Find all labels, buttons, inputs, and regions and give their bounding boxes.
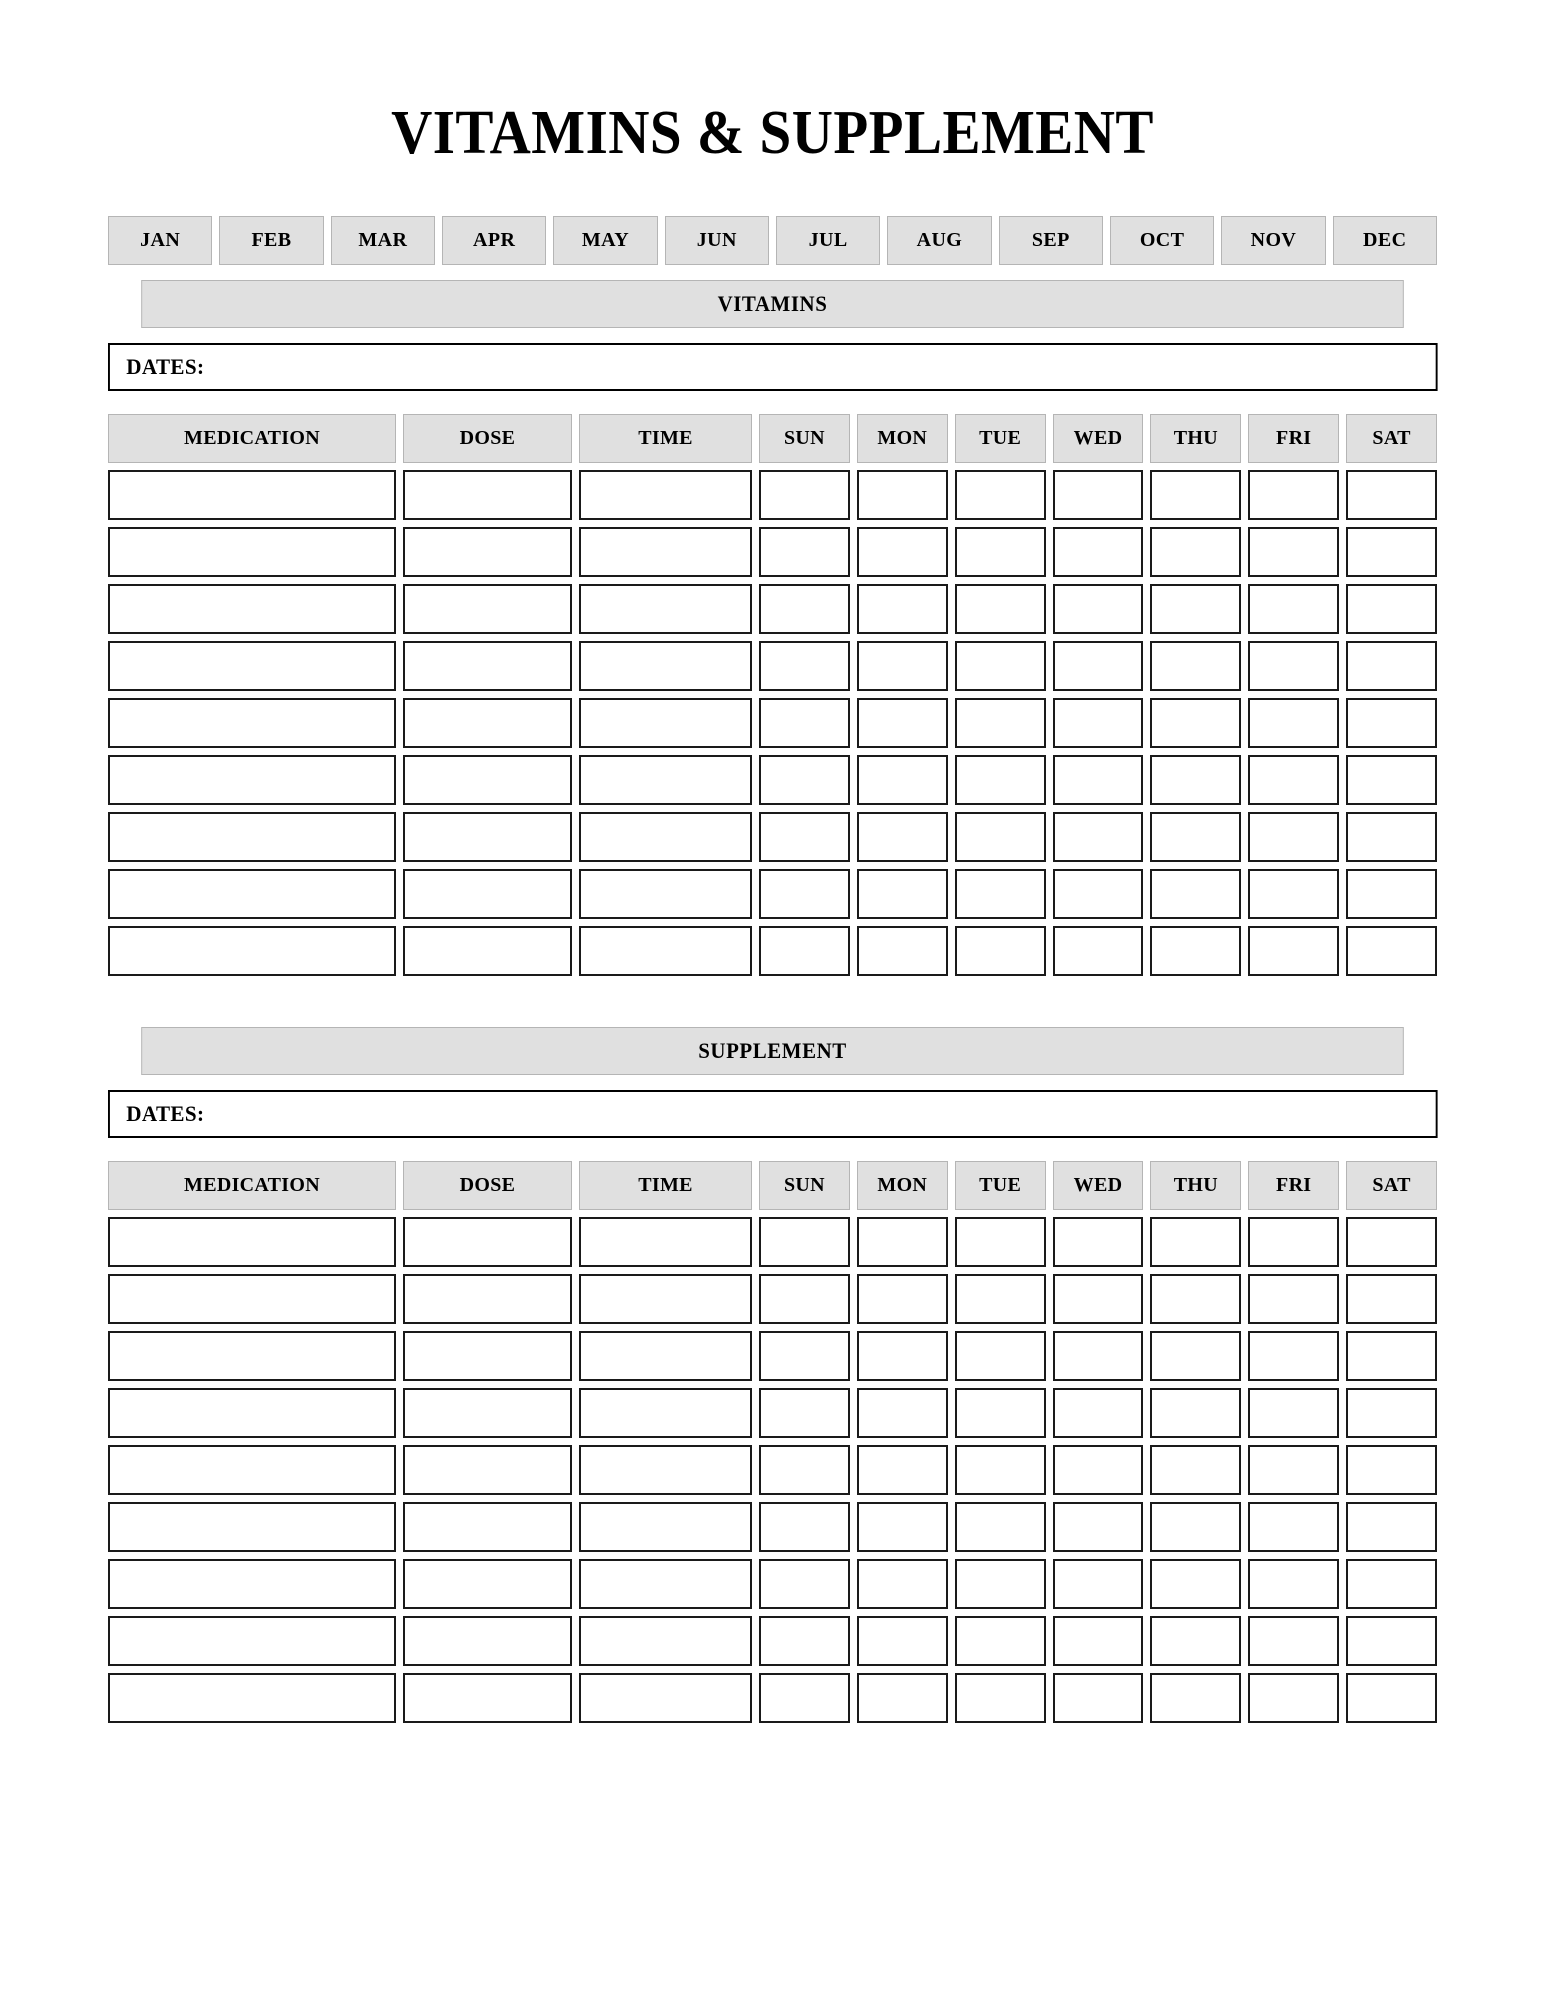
cell-day-thu[interactable] [1150, 812, 1241, 862]
cell-day-sat[interactable] [1346, 1673, 1437, 1723]
cell-day-fri[interactable] [1248, 1502, 1339, 1552]
cell-dose[interactable] [403, 812, 572, 862]
cell-day-tue[interactable] [955, 1559, 1046, 1609]
cell-day-thu[interactable] [1150, 1331, 1241, 1381]
cell-day-tue[interactable] [955, 1388, 1046, 1438]
cell-time[interactable] [579, 698, 752, 748]
cell-day-wed[interactable] [1053, 812, 1144, 862]
column-header-medication: MEDICATION [108, 414, 396, 463]
cell-day-sat[interactable] [1346, 641, 1437, 691]
cell-day-thu[interactable] [1150, 1616, 1241, 1666]
column-header-fri: FRI [1248, 414, 1339, 463]
table-row [108, 641, 1437, 691]
cell-day-sun[interactable] [759, 698, 850, 748]
cell-day-mon[interactable] [857, 869, 948, 919]
cell-dose[interactable] [403, 527, 572, 577]
cell-dose[interactable] [403, 1616, 572, 1666]
cell-day-sun[interactable] [759, 926, 850, 976]
column-header-medication: MEDICATION [108, 1161, 396, 1210]
column-header-sun: SUN [759, 1161, 850, 1210]
month-button-aug[interactable]: AUG [887, 216, 991, 265]
cell-day-mon[interactable] [857, 1274, 948, 1324]
cell-day-sun[interactable] [759, 1331, 850, 1381]
cell-time[interactable] [579, 755, 752, 805]
cell-day-tue[interactable] [955, 812, 1046, 862]
cell-day-wed[interactable] [1053, 1502, 1144, 1552]
month-button-apr[interactable]: APR [442, 216, 546, 265]
cell-day-sat[interactable] [1346, 1388, 1437, 1438]
cell-medication[interactable] [108, 1502, 396, 1552]
cell-medication[interactable] [108, 1445, 396, 1495]
section-vitamins [108, 280, 1437, 976]
cell-medication[interactable] [108, 1673, 396, 1723]
cell-day-fri[interactable] [1248, 584, 1339, 634]
cell-dose[interactable] [403, 1502, 572, 1552]
cell-day-sat[interactable] [1346, 755, 1437, 805]
cell-day-sat[interactable] [1346, 470, 1437, 520]
month-button-mar[interactable]: MAR [331, 216, 435, 265]
dates-label: DATES: [126, 1101, 205, 1126]
cell-time[interactable] [579, 926, 752, 976]
cell-time[interactable] [579, 1274, 752, 1324]
table-row [108, 812, 1437, 862]
section-supplement [108, 1027, 1437, 1723]
cell-day-sun[interactable] [759, 641, 850, 691]
column-header-thu: THU [1150, 1161, 1241, 1210]
cell-day-fri[interactable] [1248, 1331, 1339, 1381]
table-row [108, 1388, 1437, 1438]
table-row [108, 470, 1437, 520]
cell-day-thu[interactable] [1150, 1388, 1241, 1438]
cell-day-sun[interactable] [759, 1388, 850, 1438]
cell-day-mon[interactable] [857, 926, 948, 976]
cell-time[interactable] [579, 1673, 752, 1723]
cell-day-tue[interactable] [955, 641, 1046, 691]
cell-day-tue[interactable] [955, 698, 1046, 748]
month-button-oct[interactable]: OCT [1110, 216, 1214, 265]
cell-time[interactable] [579, 641, 752, 691]
cell-day-sun[interactable] [759, 1274, 850, 1324]
cell-day-fri[interactable] [1248, 527, 1339, 577]
cell-medication[interactable] [108, 584, 396, 634]
cell-day-sat[interactable] [1346, 1502, 1437, 1552]
column-header-thu: THU [1150, 414, 1241, 463]
table-row [108, 1445, 1437, 1495]
cell-dose[interactable] [403, 926, 572, 976]
cell-day-wed[interactable] [1053, 869, 1144, 919]
cell-day-thu[interactable] [1150, 926, 1241, 976]
column-header-tue: TUE [955, 1161, 1046, 1210]
cell-day-tue[interactable] [955, 869, 1046, 919]
cell-day-wed[interactable] [1053, 1445, 1144, 1495]
cell-day-tue[interactable] [955, 926, 1046, 976]
month-button-jun[interactable]: JUN [665, 216, 769, 265]
cell-dose[interactable] [403, 1445, 572, 1495]
cell-day-wed[interactable] [1053, 1388, 1144, 1438]
cell-day-tue[interactable] [955, 1331, 1046, 1381]
cell-day-sat[interactable] [1346, 698, 1437, 748]
table-row [108, 1673, 1437, 1723]
cell-day-wed[interactable] [1053, 527, 1144, 577]
cell-day-thu[interactable] [1150, 584, 1241, 634]
cell-dose[interactable] [403, 755, 572, 805]
cell-day-sun[interactable] [759, 1616, 850, 1666]
cell-day-thu[interactable] [1150, 698, 1241, 748]
month-selector [108, 216, 1437, 265]
cell-day-fri[interactable] [1248, 641, 1339, 691]
cell-medication[interactable] [108, 1331, 396, 1381]
cell-day-sat[interactable] [1346, 926, 1437, 976]
cell-day-wed[interactable] [1053, 1331, 1144, 1381]
dates-field[interactable] [108, 1090, 1437, 1138]
cell-day-mon[interactable] [857, 527, 948, 577]
cell-time[interactable] [579, 1217, 752, 1267]
cell-medication[interactable] [108, 926, 396, 976]
cell-day-tue[interactable] [955, 1274, 1046, 1324]
cell-day-tue[interactable] [955, 755, 1046, 805]
tracker-sections [108, 280, 1437, 1723]
cell-day-sat[interactable] [1346, 812, 1437, 862]
column-header-dose: DOSE [403, 414, 572, 463]
cell-dose[interactable] [403, 470, 572, 520]
cell-medication[interactable] [108, 1274, 396, 1324]
cell-day-sun[interactable] [759, 584, 850, 634]
cell-day-mon[interactable] [857, 1388, 948, 1438]
cell-day-mon[interactable] [857, 584, 948, 634]
cell-day-mon[interactable] [857, 698, 948, 748]
cell-day-mon[interactable] [857, 1616, 948, 1666]
cell-day-wed[interactable] [1053, 1217, 1144, 1267]
cell-day-fri[interactable] [1248, 755, 1339, 805]
cell-day-sun[interactable] [759, 1673, 850, 1723]
cell-dose[interactable] [403, 641, 572, 691]
cell-day-sun[interactable] [759, 869, 850, 919]
cell-dose[interactable] [403, 1274, 572, 1324]
cell-dose[interactable] [403, 1559, 572, 1609]
section-header-supplement: SUPPLEMENT [141, 1027, 1404, 1075]
cell-time[interactable] [579, 1331, 752, 1381]
cell-day-sun[interactable] [759, 812, 850, 862]
dates-label: DATES: [126, 354, 205, 379]
cell-time[interactable] [579, 869, 752, 919]
column-header-sun: SUN [759, 414, 850, 463]
cell-day-wed[interactable] [1053, 926, 1144, 976]
column-header-wed: WED [1053, 414, 1144, 463]
table-row [108, 926, 1437, 976]
cell-day-thu[interactable] [1150, 470, 1241, 520]
cell-day-mon[interactable] [857, 755, 948, 805]
cell-time[interactable] [579, 584, 752, 634]
cell-medication[interactable] [108, 641, 396, 691]
cell-time[interactable] [579, 1559, 752, 1609]
cell-day-fri[interactable] [1248, 698, 1339, 748]
cell-day-sun[interactable] [759, 470, 850, 520]
cell-day-mon[interactable] [857, 1331, 948, 1381]
cell-day-thu[interactable] [1150, 1673, 1241, 1723]
cell-day-sat[interactable] [1346, 1616, 1437, 1666]
month-button-feb[interactable]: FEB [219, 216, 323, 265]
cell-day-mon[interactable] [857, 641, 948, 691]
cell-dose[interactable] [403, 1331, 572, 1381]
cell-day-sun[interactable] [759, 527, 850, 577]
column-header-sat: SAT [1346, 414, 1437, 463]
table-row [108, 1217, 1437, 1267]
cell-day-fri[interactable] [1248, 869, 1339, 919]
cell-day-sat[interactable] [1346, 1274, 1437, 1324]
cell-day-mon[interactable] [857, 1559, 948, 1609]
cell-time[interactable] [579, 1616, 752, 1666]
cell-dose[interactable] [403, 1217, 572, 1267]
cell-day-tue[interactable] [955, 1616, 1046, 1666]
cell-medication[interactable] [108, 1559, 396, 1609]
cell-day-sat[interactable] [1346, 527, 1437, 577]
cell-day-fri[interactable] [1248, 926, 1339, 976]
cell-day-thu[interactable] [1150, 1445, 1241, 1495]
cell-medication[interactable] [108, 698, 396, 748]
column-header-wed: WED [1053, 1161, 1144, 1210]
medication-grid [108, 1161, 1437, 1723]
cell-day-mon[interactable] [857, 1673, 948, 1723]
column-header-tue: TUE [955, 414, 1046, 463]
cell-day-mon[interactable] [857, 1217, 948, 1267]
cell-day-tue[interactable] [955, 1445, 1046, 1495]
cell-day-wed[interactable] [1053, 470, 1144, 520]
cell-day-wed[interactable] [1053, 698, 1144, 748]
column-header-sat: SAT [1346, 1161, 1437, 1210]
cell-medication[interactable] [108, 470, 396, 520]
cell-day-sun[interactable] [759, 1217, 850, 1267]
cell-day-fri[interactable] [1248, 1616, 1339, 1666]
cell-day-thu[interactable] [1150, 755, 1241, 805]
cell-day-wed[interactable] [1053, 755, 1144, 805]
cell-day-fri[interactable] [1248, 812, 1339, 862]
cell-time[interactable] [579, 1502, 752, 1552]
column-header-time: TIME [579, 1161, 752, 1210]
cell-day-sat[interactable] [1346, 1217, 1437, 1267]
month-button-jul[interactable]: JUL [776, 216, 880, 265]
cell-medication[interactable] [108, 1616, 396, 1666]
month-button-jan[interactable]: JAN [108, 216, 212, 265]
cell-day-fri[interactable] [1248, 470, 1339, 520]
table-row [108, 527, 1437, 577]
table-row [108, 869, 1437, 919]
month-button-may[interactable]: MAY [553, 216, 657, 265]
cell-day-wed[interactable] [1053, 584, 1144, 634]
cell-day-wed[interactable] [1053, 1673, 1144, 1723]
column-header-row [108, 1161, 1437, 1210]
cell-day-sun[interactable] [759, 1559, 850, 1609]
cell-day-thu[interactable] [1150, 527, 1241, 577]
cell-medication[interactable] [108, 755, 396, 805]
cell-dose[interactable] [403, 869, 572, 919]
cell-day-tue[interactable] [955, 584, 1046, 634]
table-row [108, 755, 1437, 805]
cell-day-sun[interactable] [759, 1502, 850, 1552]
cell-day-wed[interactable] [1053, 1616, 1144, 1666]
cell-dose[interactable] [403, 584, 572, 634]
month-button-nov[interactable]: NOV [1221, 216, 1325, 265]
cell-time[interactable] [579, 527, 752, 577]
cell-day-tue[interactable] [955, 527, 1046, 577]
cell-day-mon[interactable] [857, 812, 948, 862]
column-header-row [108, 414, 1437, 463]
dates-field[interactable] [108, 343, 1437, 391]
cell-day-sat[interactable] [1346, 1559, 1437, 1609]
cell-medication[interactable] [108, 527, 396, 577]
cell-time[interactable] [579, 812, 752, 862]
cell-day-thu[interactable] [1150, 1502, 1241, 1552]
cell-day-thu[interactable] [1150, 1274, 1241, 1324]
cell-time[interactable] [579, 470, 752, 520]
cell-day-tue[interactable] [955, 470, 1046, 520]
table-row [108, 1274, 1437, 1324]
cell-day-fri[interactable] [1248, 1559, 1339, 1609]
cell-day-fri[interactable] [1248, 1445, 1339, 1495]
cell-dose[interactable] [403, 1673, 572, 1723]
cell-day-mon[interactable] [857, 470, 948, 520]
cell-time[interactable] [579, 1445, 752, 1495]
table-row [108, 1502, 1437, 1552]
cell-day-fri[interactable] [1248, 1274, 1339, 1324]
cell-day-thu[interactable] [1150, 1217, 1241, 1267]
cell-day-mon[interactable] [857, 1502, 948, 1552]
cell-time[interactable] [579, 1388, 752, 1438]
column-header-mon: MON [857, 414, 948, 463]
cell-day-tue[interactable] [955, 1217, 1046, 1267]
cell-day-tue[interactable] [955, 1502, 1046, 1552]
cell-day-thu[interactable] [1150, 869, 1241, 919]
cell-medication[interactable] [108, 812, 396, 862]
cell-day-wed[interactable] [1053, 641, 1144, 691]
cell-day-wed[interactable] [1053, 1559, 1144, 1609]
cell-day-wed[interactable] [1053, 1274, 1144, 1324]
cell-day-sat[interactable] [1346, 869, 1437, 919]
cell-day-fri[interactable] [1248, 1673, 1339, 1723]
cell-day-sat[interactable] [1346, 1331, 1437, 1381]
section-spacer [108, 976, 1437, 1012]
cell-dose[interactable] [403, 698, 572, 748]
month-button-dec[interactable]: DEC [1333, 216, 1437, 265]
table-row [108, 584, 1437, 634]
column-header-dose: DOSE [403, 1161, 572, 1210]
column-header-fri: FRI [1248, 1161, 1339, 1210]
cell-day-sun[interactable] [759, 1445, 850, 1495]
cell-day-sun[interactable] [759, 755, 850, 805]
column-header-mon: MON [857, 1161, 948, 1210]
section-header-vitamins: VITAMINS [141, 280, 1404, 328]
cell-day-sat[interactable] [1346, 584, 1437, 634]
cell-day-mon[interactable] [857, 1445, 948, 1495]
table-row [108, 698, 1437, 748]
table-row [108, 1559, 1437, 1609]
table-row [108, 1331, 1437, 1381]
column-header-time: TIME [579, 414, 752, 463]
cell-dose[interactable] [403, 1388, 572, 1438]
page-title: VITAMINS & SUPPLEMENT [391, 99, 1154, 167]
table-row [108, 1616, 1437, 1666]
medication-grid [108, 414, 1437, 976]
cell-medication[interactable] [108, 869, 396, 919]
month-button-sep[interactable]: SEP [999, 216, 1103, 265]
cell-day-sat[interactable] [1346, 1445, 1437, 1495]
cell-day-fri[interactable] [1248, 1388, 1339, 1438]
cell-medication[interactable] [108, 1217, 396, 1267]
cell-day-fri[interactable] [1248, 1217, 1339, 1267]
cell-day-thu[interactable] [1150, 641, 1241, 691]
cell-medication[interactable] [108, 1388, 396, 1438]
cell-day-thu[interactable] [1150, 1559, 1241, 1609]
cell-day-tue[interactable] [955, 1673, 1046, 1723]
